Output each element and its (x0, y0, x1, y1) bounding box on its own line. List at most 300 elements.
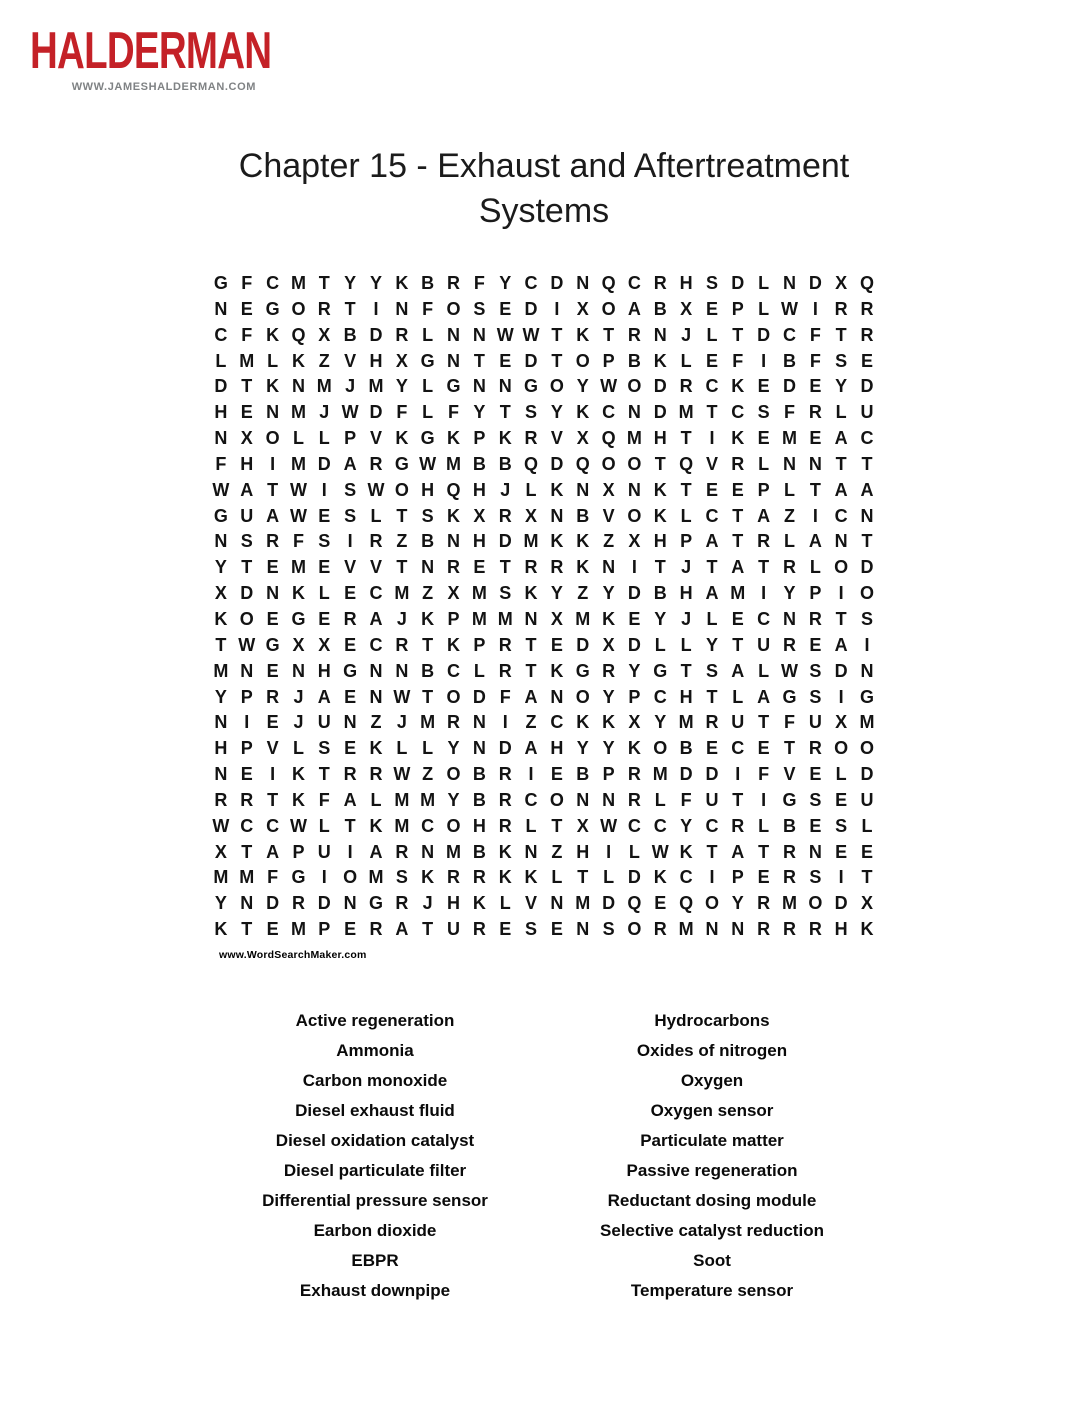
grid-letter: E (550, 919, 563, 940)
grid-letter: F (732, 350, 744, 371)
grid-letter: N (472, 376, 486, 397)
grid-letter: B (472, 841, 486, 862)
grid-letter: I (347, 531, 353, 552)
grid-letter: I (502, 712, 508, 733)
grid-row (208, 917, 880, 943)
grid-letter: E (266, 712, 279, 733)
grid-letter: K (369, 815, 383, 836)
grid-letter: N (240, 660, 254, 681)
grid-letter: R (653, 919, 667, 940)
grid-letter: R (369, 764, 383, 785)
grid-letter: F (783, 712, 795, 733)
grid-letter: L (654, 634, 666, 655)
grid-row (208, 478, 880, 504)
grid-letter: T (706, 686, 718, 707)
grid-letter: M (678, 402, 694, 423)
grid-letter: R (808, 402, 822, 423)
grid-letter: T (732, 324, 744, 345)
grid-letter: P (473, 634, 486, 655)
grid-letter: X (861, 893, 874, 914)
grid-letter: R (472, 919, 486, 940)
grid-letter: E (473, 557, 486, 578)
grid-letter: K (421, 608, 435, 629)
grid-letter: O (575, 350, 590, 371)
grid-letter: U (317, 712, 331, 733)
grid-letter: V (705, 453, 718, 474)
grid-letter: D (731, 273, 745, 293)
grid-letter: V (525, 893, 538, 914)
grid-letter: Y (550, 402, 563, 423)
grid-letter: S (809, 789, 822, 810)
grid-letter: X (525, 505, 538, 526)
grid-letter: C (834, 505, 848, 526)
grid-letter: C (731, 738, 745, 759)
grid-letter: A (834, 479, 848, 500)
grid-letter: D (524, 298, 538, 319)
grid-letter: R (757, 531, 771, 552)
grid-letter: K (498, 841, 512, 862)
grid-letter: L (835, 764, 847, 785)
grid-letter: N (576, 273, 590, 293)
grid-letter: X (214, 841, 227, 862)
grid-letter: C (447, 660, 461, 681)
grid-letter: R (447, 273, 461, 293)
grid-letter: L (551, 867, 563, 888)
grid-letter: O (627, 919, 642, 940)
grid-row (208, 865, 880, 891)
grid-letter: F (809, 324, 821, 345)
grid-letter: V (266, 738, 279, 759)
grid-letter: C (731, 402, 745, 423)
grid-letter: E (318, 557, 331, 578)
grid-letter: C (369, 634, 383, 655)
grid-letter: D (627, 583, 641, 604)
grid-letter: T (577, 867, 589, 888)
grid-letter: G (575, 660, 590, 681)
grid-letter: Y (550, 583, 563, 604)
grid-letter: F (215, 453, 227, 474)
grid-letter: M (678, 919, 694, 940)
grid-letter: S (705, 273, 718, 293)
grid-letter: W (600, 815, 618, 836)
grid-letter: C (240, 815, 254, 836)
grid-letter: S (499, 583, 512, 604)
grid-letter: E (266, 919, 279, 940)
grid-letter: Y (576, 738, 589, 759)
grid-letter: J (396, 608, 407, 629)
grid-letter: R (653, 273, 667, 293)
grid-row (208, 710, 880, 736)
grid-letter: K (291, 789, 305, 810)
grid-letter: O (627, 453, 642, 474)
grid-letter: N (782, 273, 796, 293)
grid-letter: L (525, 479, 537, 500)
grid-row (208, 581, 880, 607)
grid-letter: N (808, 453, 822, 474)
grid-letter: F (396, 402, 408, 423)
grid-letter: R (782, 867, 796, 888)
word-list-item: EBPR (351, 1251, 399, 1270)
grid-letter: D (214, 376, 228, 397)
grid-letter: N (472, 738, 486, 759)
grid-letter: N (576, 919, 590, 940)
grid-letter: T (396, 557, 408, 578)
grid-letter: I (812, 505, 818, 526)
grid-letter: R (627, 764, 641, 785)
grid-letter: L (680, 505, 692, 526)
grid-letter: Y (214, 893, 227, 914)
grid-letter: R (705, 712, 719, 733)
grid-letter: L (809, 557, 821, 578)
grid-letter: R (679, 376, 693, 397)
grid-row (208, 840, 880, 866)
grid-letter: W (419, 453, 437, 474)
grid-letter: B (472, 789, 486, 810)
grid-letter: D (627, 867, 641, 888)
grid-letter: L (783, 479, 795, 500)
grid-letter: L (835, 402, 847, 423)
grid-letter: R (369, 919, 383, 940)
grid-letter: K (576, 402, 590, 423)
grid-letter: D (653, 402, 667, 423)
grid-letter: K (860, 919, 874, 940)
grid-letter: W (780, 660, 798, 681)
grid-letter: S (318, 738, 331, 759)
grid-letter: N (498, 376, 512, 397)
grid-letter: L (758, 453, 770, 474)
grid-letter: G (265, 634, 280, 655)
grid-letter: D (860, 376, 874, 397)
grid-letter: D (550, 273, 564, 293)
grid-letter: M (290, 919, 306, 940)
grid-letter: X (835, 712, 848, 733)
grid-letter: H (472, 479, 486, 500)
grid-letter: G (213, 505, 228, 526)
grid-letter: Q (679, 453, 694, 474)
grid-letter: B (576, 764, 590, 785)
grid-letter: N (705, 919, 719, 940)
grid-letter: J (345, 376, 356, 397)
grid-letter: K (576, 324, 590, 345)
grid-letter: S (809, 686, 822, 707)
grid-letter: N (550, 505, 564, 526)
grid-letter: N (214, 428, 228, 449)
grid-letter: T (499, 402, 511, 423)
grid-letter: F (758, 764, 770, 785)
grid-letter: N (421, 557, 435, 578)
grid-letter: B (421, 531, 435, 552)
grid-letter: W (341, 402, 359, 423)
grid-letter: J (319, 402, 330, 423)
grid-letter: Y (654, 608, 667, 629)
grid-letter: L (861, 815, 873, 836)
grid-letter: D (860, 764, 874, 785)
grid-letter: K (214, 919, 228, 940)
grid-letter: X (292, 634, 305, 655)
grid-letter: M (394, 583, 410, 604)
grid-letter: A (317, 686, 331, 707)
grid-letter: Y (344, 273, 357, 293)
grid-letter: D (627, 634, 641, 655)
grid-letter: N (524, 841, 538, 862)
grid-letter: S (395, 867, 408, 888)
grid-letter: X (473, 505, 486, 526)
grid-letter: N (214, 298, 228, 319)
grid-letter: L (422, 738, 434, 759)
grid-letter: E (705, 298, 718, 319)
grid-letter: W (289, 815, 307, 836)
grid-letter: R (757, 919, 771, 940)
grid-letter: G (420, 428, 435, 449)
grid-letter: M (678, 712, 694, 733)
grid-letter: C (653, 686, 667, 707)
grid-letter: A (369, 841, 383, 862)
grid-letter: M (239, 350, 255, 371)
grid-letter: H (214, 402, 228, 423)
grid-letter: F (267, 867, 279, 888)
grid-letter: M (290, 402, 306, 423)
grid-letter: U (447, 919, 461, 940)
grid-letter: Z (603, 531, 615, 552)
grid-letter: A (343, 789, 357, 810)
grid-letter: U (808, 712, 822, 733)
grid-letter: Q (446, 479, 461, 500)
grid-letter: B (679, 738, 693, 759)
grid-letter: P (473, 428, 486, 449)
grid-letter: H (834, 919, 848, 940)
word-list-item: Diesel particulate filter (283, 1161, 467, 1180)
grid-letter: E (654, 893, 667, 914)
grid-letter: Q (679, 893, 694, 914)
grid-letter: M (368, 376, 384, 397)
word-list-item: Hydrocarbons (654, 1011, 770, 1030)
grid-letter: V (369, 428, 382, 449)
grid-row (208, 659, 880, 685)
grid-letter: H (317, 660, 331, 681)
grid-letter: T (758, 841, 770, 862)
word-list-item: Ammonia (336, 1041, 414, 1060)
grid-letter: O (239, 608, 254, 629)
word-list-item: Active regeneration (295, 1011, 455, 1030)
grid-letter: G (213, 273, 228, 293)
grid-letter: T (267, 479, 279, 500)
brand-logo: HALDERMAN (30, 22, 272, 80)
grid-letter: K (731, 376, 745, 397)
grid-letter: A (808, 531, 822, 552)
grid-letter: G (394, 453, 409, 474)
grid-letter: C (214, 324, 228, 345)
grid-letter: N (782, 453, 796, 474)
grid-letter: E (499, 298, 512, 319)
grid-letter: D (860, 557, 874, 578)
grid-letter: T (654, 557, 666, 578)
grid-letter: O (834, 557, 849, 578)
grid-letter: R (447, 557, 461, 578)
grid-letter: G (446, 376, 461, 397)
grid-letter: U (731, 712, 745, 733)
grid-letter: I (864, 634, 870, 655)
grid-letter: D (317, 893, 331, 914)
grid-letter: R (860, 298, 874, 319)
grid-letter: N (369, 660, 383, 681)
grid-row (208, 814, 880, 840)
grid-letter: C (602, 402, 616, 423)
grid-letter: D (240, 583, 254, 604)
grid-letter: L (267, 350, 279, 371)
grid-letter: N (576, 479, 590, 500)
grid-letter: O (704, 893, 719, 914)
grid-letter: B (498, 453, 512, 474)
grid-letter: P (292, 841, 305, 862)
grid-letter: N (860, 660, 874, 681)
grid-letter: K (395, 428, 409, 449)
grid-letter: O (575, 686, 590, 707)
grid-letter: Z (422, 583, 434, 604)
grid-letter: R (808, 738, 822, 759)
grid-row (208, 529, 880, 555)
grid-letter: K (291, 350, 305, 371)
grid-letter: I (838, 867, 844, 888)
word-list-item: Earbon dioxide (313, 1221, 437, 1240)
grid-row (208, 762, 880, 788)
grid-letter: X (576, 428, 589, 449)
grid-letter: A (240, 479, 254, 500)
grid-letter: C (266, 815, 280, 836)
grid-letter: K (731, 428, 745, 449)
grid-letter: B (421, 273, 435, 293)
grid-letter: A (395, 919, 409, 940)
page-title (0, 144, 1088, 234)
grid-letter: M (446, 453, 462, 474)
grid-letter: Q (860, 273, 875, 293)
grid-letter: F (680, 789, 692, 810)
grid-letter: Y (602, 686, 615, 707)
grid-letter: N (291, 376, 305, 397)
word-list-item: Differential pressure sensor (262, 1191, 488, 1210)
grid-letter: E (705, 479, 718, 500)
grid-letter: C (627, 815, 641, 836)
grid-letter: N (524, 608, 538, 629)
grid-letter: E (705, 738, 718, 759)
grid-letter: M (497, 608, 513, 629)
grid-letter: X (318, 324, 331, 345)
grid-letter: M (290, 453, 306, 474)
grid-letter: D (679, 764, 693, 785)
grid-letter: G (653, 660, 668, 681)
grid-letter: X (240, 428, 253, 449)
grid-letter: O (653, 738, 668, 759)
grid-letter: R (782, 841, 796, 862)
grid-letter: Q (575, 453, 590, 474)
grid-letter: O (446, 686, 461, 707)
grid-letter: B (472, 453, 486, 474)
grid-letter: D (550, 453, 564, 474)
halderman-logo (30, 22, 272, 93)
grid-letter: P (318, 919, 331, 940)
grid-letter: B (343, 324, 357, 345)
grid-letter: T (654, 453, 666, 474)
grid-letter: L (215, 350, 227, 371)
word-list-item: Carbon monoxide (302, 1071, 448, 1090)
grid-letter: B (472, 764, 486, 785)
grid-letter: B (576, 505, 590, 526)
grid-letter: R (343, 764, 357, 785)
grid-letter: Y (447, 789, 460, 810)
grid-letter: R (808, 608, 822, 629)
grid-letter: C (860, 428, 874, 449)
grid-letter: I (761, 789, 767, 810)
grid-letter: E (809, 634, 822, 655)
grid-letter: Q (601, 273, 616, 293)
grid-letter: N (782, 608, 796, 629)
grid-letter: K (524, 583, 538, 604)
grid-letter: S (757, 402, 770, 423)
grid-letter: E (499, 350, 512, 371)
grid-letter: R (369, 453, 383, 474)
grid-letter: U (705, 789, 719, 810)
word-list-item: Passive regeneration (626, 1161, 798, 1180)
grid-letter: F (473, 273, 485, 293)
grid-letter: C (757, 608, 771, 629)
grid-letter: E (240, 402, 253, 423)
grid-letter: S (861, 608, 874, 629)
grid-letter: T (835, 608, 847, 629)
grid-letter: Z (422, 764, 434, 785)
grid-letter: N (472, 324, 486, 345)
grid-letter: N (240, 893, 254, 914)
grid-letter: R (834, 298, 848, 319)
grid-letter: S (809, 660, 822, 681)
word-list-left (205, 1006, 545, 1306)
grid-letter: K (653, 350, 667, 371)
grid-letter: N (343, 712, 357, 733)
grid-letter: Y (395, 376, 408, 397)
grid-letter: P (447, 608, 460, 629)
grid-letter: K (576, 531, 590, 552)
grid-letter: T (603, 324, 615, 345)
grid-letter: R (395, 893, 409, 914)
grid-letter: C (266, 273, 280, 293)
grid-letter: C (369, 583, 383, 604)
grid-letter: T (241, 376, 253, 397)
grid-letter: L (318, 815, 330, 836)
grid-letter: E (757, 376, 770, 397)
grid-letter: N (627, 402, 641, 423)
grid-letter: Y (214, 686, 227, 707)
grid-letter: V (344, 350, 357, 371)
grid-letter: G (782, 789, 797, 810)
grid-letter: T (344, 298, 356, 319)
grid-letter: D (524, 350, 538, 371)
grid-letter: E (809, 764, 822, 785)
grid-letter: D (498, 738, 512, 759)
grid-letter: F (292, 531, 304, 552)
grid-letter: H (369, 350, 383, 371)
grid-letter: H (472, 815, 486, 836)
grid-row (208, 788, 880, 814)
grid-letter: X (318, 634, 331, 655)
word-list-right (542, 1006, 882, 1306)
grid-letter: G (420, 350, 435, 371)
grid-letter: M (781, 428, 797, 449)
brand-website: WWW.JAMESHALDERMAN.COM (71, 80, 256, 93)
grid-letter: E (344, 686, 357, 707)
grid-letter: A (731, 660, 745, 681)
grid-letter: J (681, 608, 692, 629)
wordsearchmaker-credit: www.WordSearchMaker.com (219, 949, 367, 961)
grid-letter: T (732, 531, 744, 552)
word-list-item: Exhaust downpipe (299, 1281, 451, 1300)
